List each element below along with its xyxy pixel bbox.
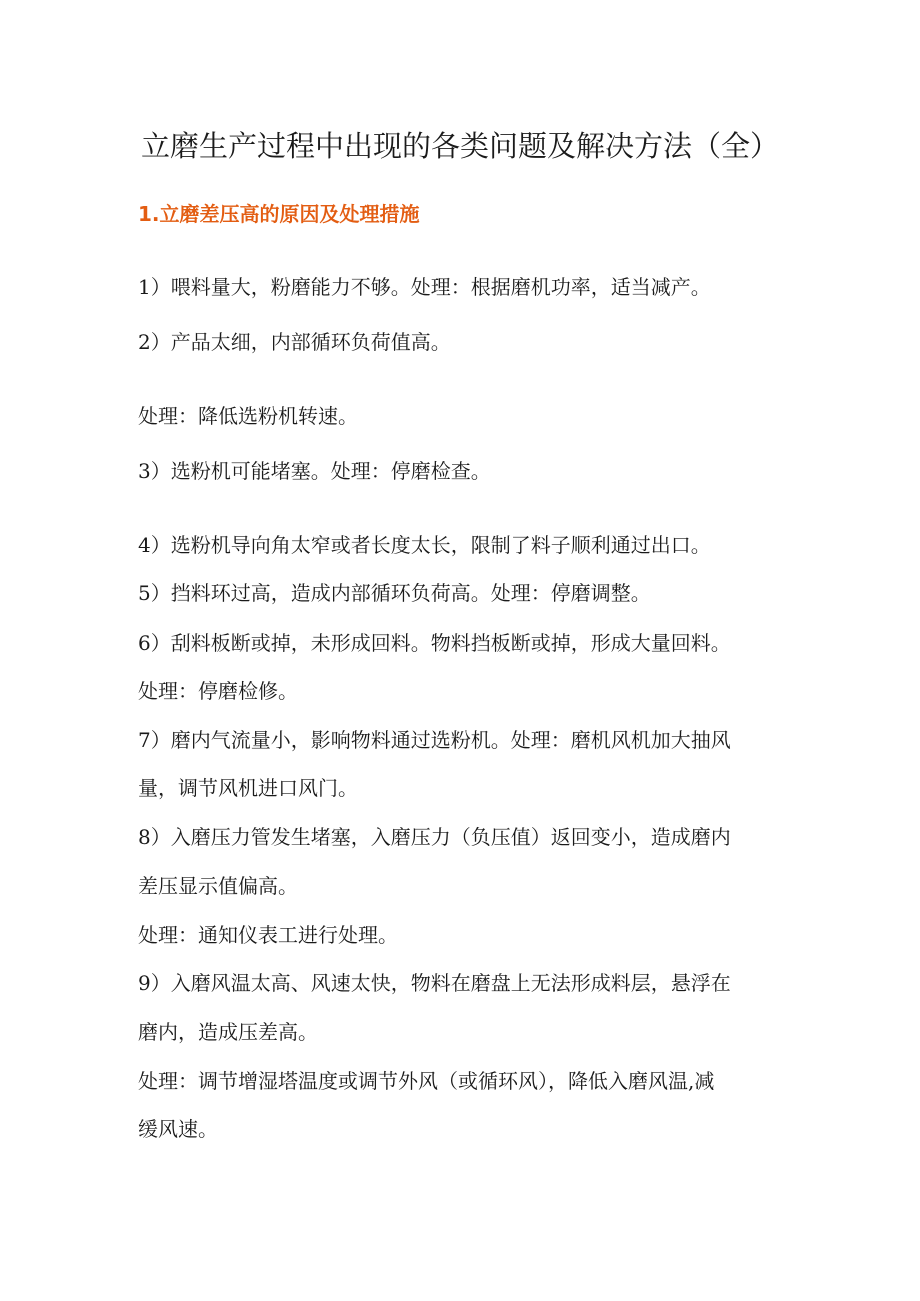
paragraph-line: 缓风速。 (138, 1117, 218, 1141)
section-heading: 1.立磨差压高的原因及处理措施 (138, 202, 420, 226)
paragraph-line: 5）挡料环过高，造成内部循环负荷高。处理：停磨调整。 (138, 581, 651, 605)
paragraph-line: 处理：调节增湿塔温度或调节外风（或循环风），降低入磨风温,减 (138, 1069, 715, 1093)
paragraph-line: 处理：停磨检修。 (138, 679, 298, 703)
paragraph-line: 磨内，造成压差高。 (138, 1020, 318, 1044)
paragraph-line: 3）选粉机可能堵塞。处理：停磨检查。 (138, 459, 491, 483)
paragraph-line: 1）喂料量大，粉磨能力不够。处理：根据磨机功率，适当减产。 (138, 275, 711, 299)
paragraph-line: 处理：通知仪表工进行处理。 (138, 923, 398, 947)
paragraph-line: 8）入磨压力管发生堵塞，入磨压力（负压值）返回变小，造成磨内 (138, 825, 731, 849)
paragraph-line: 2）产品太细，内部循环负荷值高。 (138, 330, 451, 354)
paragraph-line: 4）选粉机导向角太窄或者长度太长，限制了料子顺利通过出口。 (138, 533, 711, 557)
paragraph-line: 量，调节风机进口风门。 (138, 776, 358, 800)
paragraph-line: 处理：降低选粉机转速。 (138, 404, 358, 428)
paragraph-line: 9）入磨风温太高、风速太快，物料在磨盘上无法形成料层，悬浮在 (138, 971, 731, 995)
paragraph-line: 7）磨内气流量小，影响物料通过选粉机。处理：磨机风机加大抽风 (138, 728, 731, 752)
document-title: 立磨生产过程中出现的各类问题及解决方法（全） (140, 129, 779, 163)
paragraph-line: 6）刮料板断或掉，未形成回料。物料挡板断或掉，形成大量回料。 (138, 631, 731, 655)
paragraph-line: 差压显示值偏高。 (138, 874, 298, 898)
